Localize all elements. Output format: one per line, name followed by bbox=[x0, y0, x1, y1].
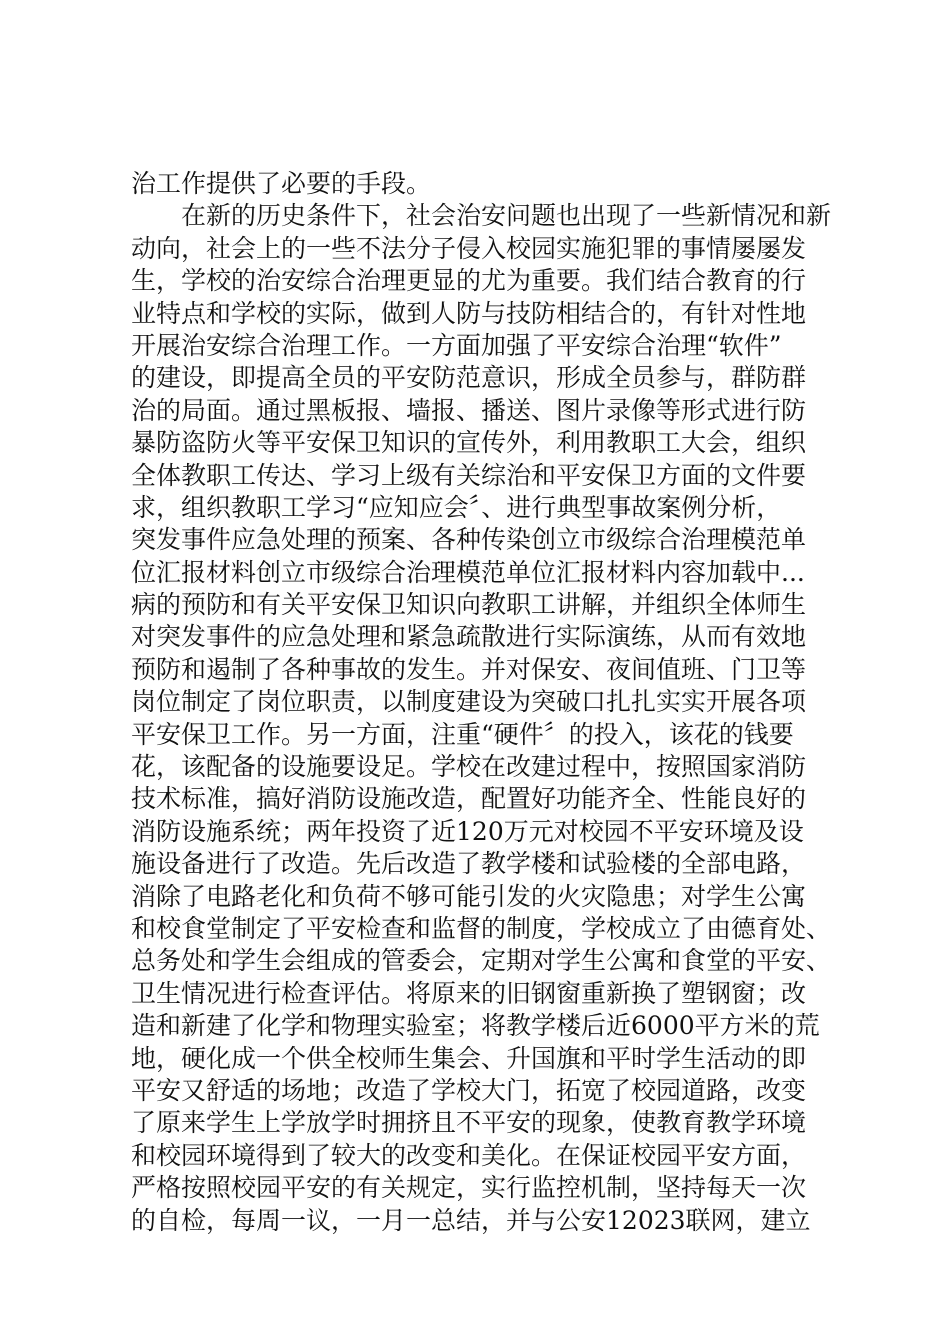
text-line: 造和新建了化学和物理实验室；将教学楼后近6000平方米的荒 bbox=[131, 1011, 820, 1041]
text-line: 严格按照校园平安的有关规定，实行监控机制，坚持每天一次 bbox=[131, 1173, 807, 1203]
text-line: 预防和遏制了各种事故的发生。并对保安、夜间值班、门卫等 bbox=[131, 654, 807, 684]
text-line: 技术标准，搞好消防设施改造，配置好功能齐全、性能良好的 bbox=[131, 784, 807, 814]
text-line: 暴防盗防火等平安保卫知识的宣传外，利用教职工大会，组织 bbox=[131, 428, 807, 458]
text-line: 施设备进行了改造。先后改造了教学楼和试验楼的全部电路， bbox=[131, 849, 807, 879]
text-line: 总务处和学生会组成的管委会，定期对学生公寓和食堂的平安、 bbox=[131, 946, 832, 976]
text-line: 位汇报材料创立市级综合治理模范单位汇报材料内容加载中... bbox=[131, 557, 805, 587]
text-line: 治工作提供了必要的手段。 bbox=[131, 169, 432, 198]
text-line: 求，组织教职工学习“应知应会〞、进行典型事故案例分析， bbox=[131, 492, 782, 522]
text-line: 卫生情况进行检查评估。将原来的旧钢窗重新换了塑钢窗；改 bbox=[131, 978, 807, 1008]
text-line: 治的局面。通过黑板报、墙报、播送、图片录像等形式进行防 bbox=[131, 395, 807, 425]
text-line: 和校食堂制定了平安检查和监督的制度，学校成立了由德育处、 bbox=[131, 913, 832, 943]
text-line: 突发事件应急处理的预案、各种传染创立市级综合治理模范单 bbox=[131, 525, 807, 555]
text-line: 地，硬化成一个供全校师生集会、升国旗和平时学生活动的即 bbox=[131, 1043, 807, 1073]
text-line: 消除了电路老化和负荷不够可能引发的火灾隐患；对学生公寓 bbox=[131, 881, 807, 911]
text-line: 全体教职工传达、学习上级有关综治和平安保卫方面的文件要 bbox=[131, 460, 807, 490]
text-line: 的建设，即提高全员的平安防范意识，形成全员参与，群防群 bbox=[131, 363, 807, 393]
body-text bbox=[131, 168, 831, 1237]
text-line: 生，学校的治安综合治理更显的尤为重要。我们结合教育的行 bbox=[131, 266, 807, 296]
text-line: 平安又舒适的场地；改造了学校大门，拓宽了校园道路，改变 bbox=[131, 1075, 807, 1105]
text-line: 业特点和学校的实际，做到人防与技防相结合的，有针对性地 bbox=[131, 298, 807, 328]
text-line: 了原来学生上学放学时拥挤且不平安的现象，使教育教学环境 bbox=[131, 1108, 807, 1138]
text-line: 病的预防和有关平安保卫知识向教职工讲解，并组织全体师生 bbox=[131, 590, 807, 620]
text-line: 平安保卫工作。另一方面，注重“硬件〞的投入，该花的钱要 bbox=[131, 719, 794, 749]
text-line: 在新的历史条件下，社会治安问题也出现了一些新情况和新 bbox=[131, 201, 832, 231]
text-line: 岗位制定了岗位职责，以制度建设为突破口扎扎实实开展各项 bbox=[131, 687, 807, 717]
text-line: 开展治安综合治理工作。一方面加强了平安综合治理“软件” bbox=[131, 330, 782, 360]
text-line: 消防设施系统；两年投资了近120万元对校园不平安环境及设 bbox=[131, 816, 804, 846]
text-line: 对突发事件的应急处理和紧急疏散进行实际演练，从而有效地 bbox=[131, 622, 807, 652]
text-line: 的自检，每周一议，一月一总结，并与公安12023联网，建立 bbox=[131, 1205, 811, 1235]
text-line: 花，该配备的设施要设足。学校在改建过程中，按照国家消防 bbox=[131, 752, 807, 782]
text-line: 动向，社会上的一些不法分子侵入校园实施犯罪的事情屡屡发 bbox=[131, 233, 807, 263]
text-line: 和校园环境得到了较大的改变和美化。在保证校园平安方面， bbox=[131, 1140, 807, 1170]
